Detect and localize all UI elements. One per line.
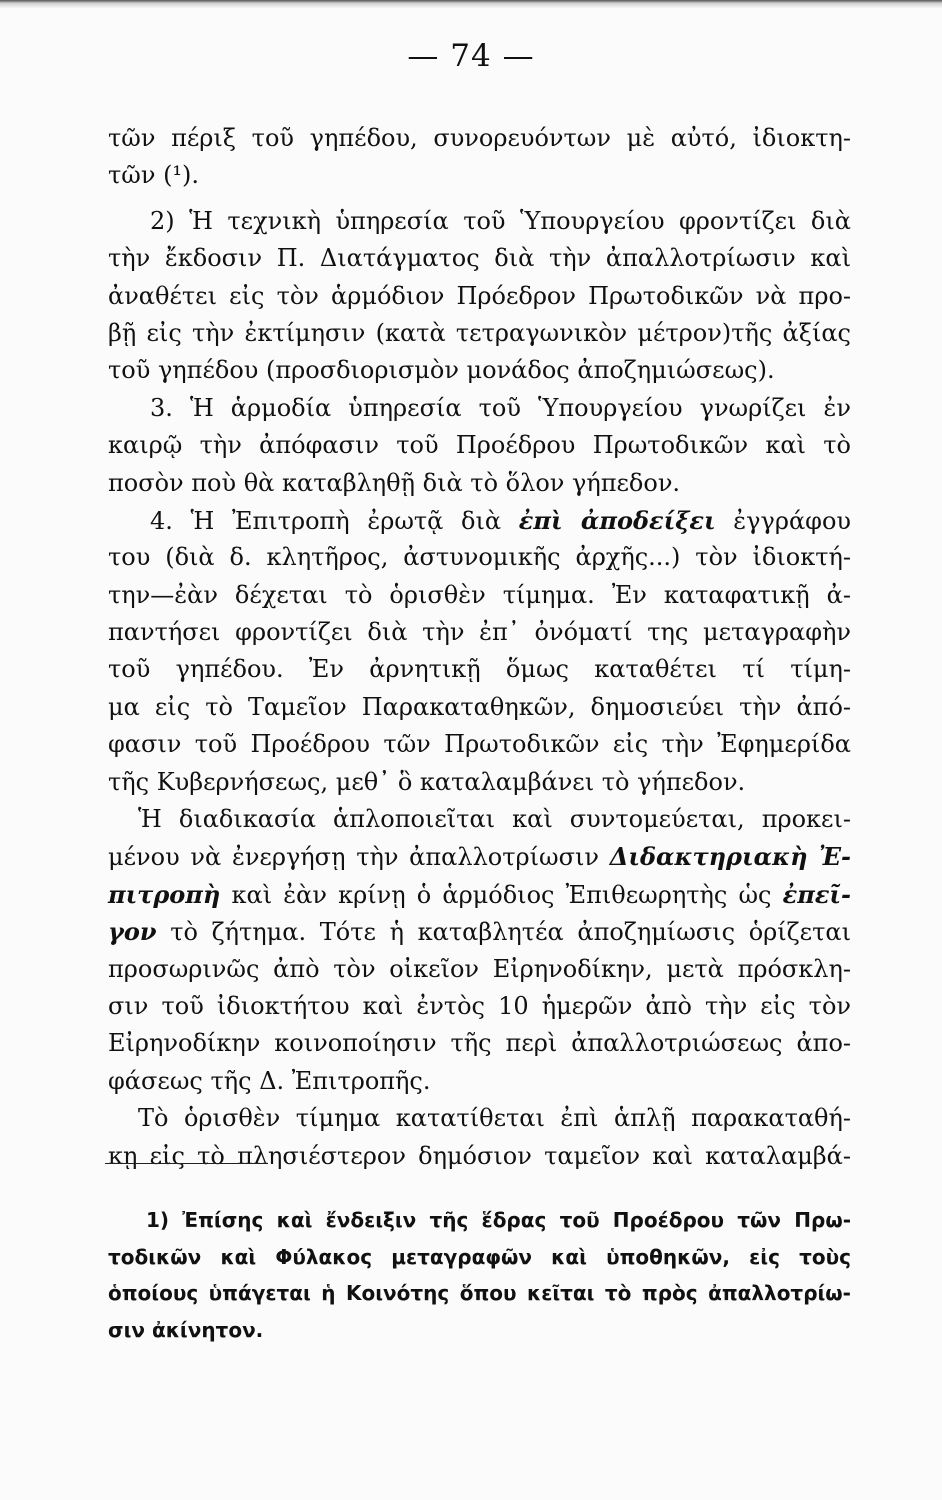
text-line: ποσὸν ποὺ θὰ καταβληθῇ διὰ τὸ ὅλον γήπεδον.: [108, 468, 681, 497]
text-line: σιν τοῦ ἰδιοκτήτου καὶ ἐντὸς 10 ἡμερῶν ἀπὸ τὴν εἰς τὸν: [108, 991, 851, 1020]
text-run: καὶ ἐὰν κρίνῃ ὁ ἁρμόδιος Ἐπιθεωρητὴς ὡς: [231, 880, 772, 909]
text-line: Ἡ διαδικασία ἁπλοποιεῖται καὶ συντομεύεται, προκει-: [138, 805, 851, 834]
text-line: [108, 913, 851, 950]
text-line: 2) Ἡ τεχνικὴ ὑπηρεσία τοῦ Ὑπουργείου φροντίζει διὰ: [150, 206, 851, 235]
emphasis-text: πιτροπὴ: [108, 879, 221, 909]
text-line: μα εἰς τὸ Ταμεῖον Παρακαταθηκῶν, δημοσιεύει τὴν ἀπό-: [108, 692, 851, 721]
text-line: τῶν (¹).: [108, 161, 200, 190]
text-line: του (διὰ δ. κλητῆρος, ἀστυνομικῆς ἀρχῆς...) τὸν ἰδιοκτή-: [108, 543, 851, 572]
text-line: προσωρινῶς ἀπὸ τὸν οἰκεῖον Εἰρηνοδίκην, μετὰ πρόσκλη-: [108, 954, 851, 983]
text-line: φάσεως τῆς Δ. Ἐπιτροπῆς.: [108, 1066, 431, 1095]
text-line: Τὸ ὁρισθὲν τίμημα κατατίθεται ἐπὶ ἁπλῇ παρακαταθή-: [138, 1104, 851, 1133]
text-line: τὴν ἔκδοσιν Π. Διατάγματος διὰ τὴν ἀπαλλοτρίωσιν καὶ: [108, 244, 851, 273]
emphasis-text: ἐπεῖ-: [782, 879, 851, 909]
text-line: παντήσει φροντίζει διὰ τὴν ἐπ᾽ ὀνόματί της μεταγραφὴν: [108, 618, 851, 647]
text-line: τῆς Κυβερνήσεως, μεθ᾽ ὃ καταλαμβάνει τὸ γήπεδον.: [108, 767, 746, 796]
text-line: βῇ εἰς τὴν ἐκτίμησιν (κατὰ τετραγωνικὸν μέτρον)τῆς ἀξίας: [108, 318, 851, 347]
text-run: μένου νὰ ἐνεργήσῃ τὴν ἀπαλλοτρίωσιν: [108, 843, 599, 872]
text-line: τῶν πέριξ τοῦ γηπέδου, συνορευόντων μὲ αὐτό, ἰδιοκτη-: [108, 124, 851, 152]
footnote-line: 1) Ἐπίσης καὶ ἔνδειξιν τῆς ἕδρας τοῦ Προέδρου τῶν Πρω-: [146, 1208, 851, 1232]
text-line: 3. Ἡ ἁρμοδία ὑπηρεσία τοῦ Ὑπουργείου γνωρίζει ἐν: [150, 393, 851, 422]
text-line: Εἰρηνοδίκην κοινοποίησιν τῆς περὶ ἀπαλλοτριώσεως ἀπο-: [108, 1029, 851, 1058]
text-run: ἐγγράφου: [733, 506, 852, 535]
text-line: κῃ εἰς τὸ πλησιέστερον δημόσιον ταμεῖον καὶ καταλαμβά-: [108, 1141, 851, 1170]
text-line: την—ἐὰν δέχεται τὸ ὁρισθὲν τίμημα. Ἐν καταφατικῇ ἀ-: [108, 580, 851, 609]
text-line: καιρῷ τὴν ἀπόφασιν τοῦ Προέδρου Πρωτοδικῶν καὶ τὸ: [108, 431, 851, 460]
footnote-line: τοδικῶν καὶ Φύλακος μεταγραφῶν καὶ ὑποθηκῶν, εἰς τοὺς: [108, 1244, 851, 1269]
text-run: 4. Ἡ Ἐπιτροπὴ ἐρωτᾷ διὰ: [150, 506, 502, 535]
footnote-line: ὁποίους ὑπάγεται ἡ Κοινότης ὅπου κεῖται τὸ πρὸς ἀπαλλοτρίω-: [108, 1281, 851, 1305]
footnote-divider: [105, 1163, 268, 1164]
footnote: [108, 1202, 851, 1348]
text-line: [108, 502, 851, 539]
text-line: τοῦ γηπέδου. Ἐν ἀρνητικῇ ὅμως καταθέτει τί τίμη-: [108, 655, 851, 684]
text-line: φασιν τοῦ Προέδρου τῶν Πρωτοδικῶν εἰς τὴν Ἐφημερίδα: [108, 730, 851, 759]
emphasis-text: ἐπὶ ἀποδείξει: [518, 505, 716, 535]
page-top-edge: [0, 0, 942, 8]
text-line: τοῦ γηπέδου (προσδιορισμὸν μονάδος ἀποζημιώσεως).: [108, 356, 775, 385]
text-line: [108, 876, 851, 913]
body-text: [108, 120, 851, 1175]
text-line: [108, 838, 851, 875]
text-line: ἀναθέτει εἰς τὸν ἁρμόδιον Πρόεδρον Πρωτοδικῶν νὰ προ-: [108, 281, 851, 310]
emphasis-text: γον: [108, 917, 157, 947]
emphasis-text: Διδακτηριακὴ Ἐ-: [609, 842, 851, 872]
footnote-line: σιν ἀκίνητον.: [108, 1317, 264, 1342]
page-number: — 74 —: [407, 38, 535, 74]
text-run: τὸ ζήτημα. Τότε ἡ καταβλητέα ἀποζημίωσις ὁρίζεται: [170, 918, 852, 947]
